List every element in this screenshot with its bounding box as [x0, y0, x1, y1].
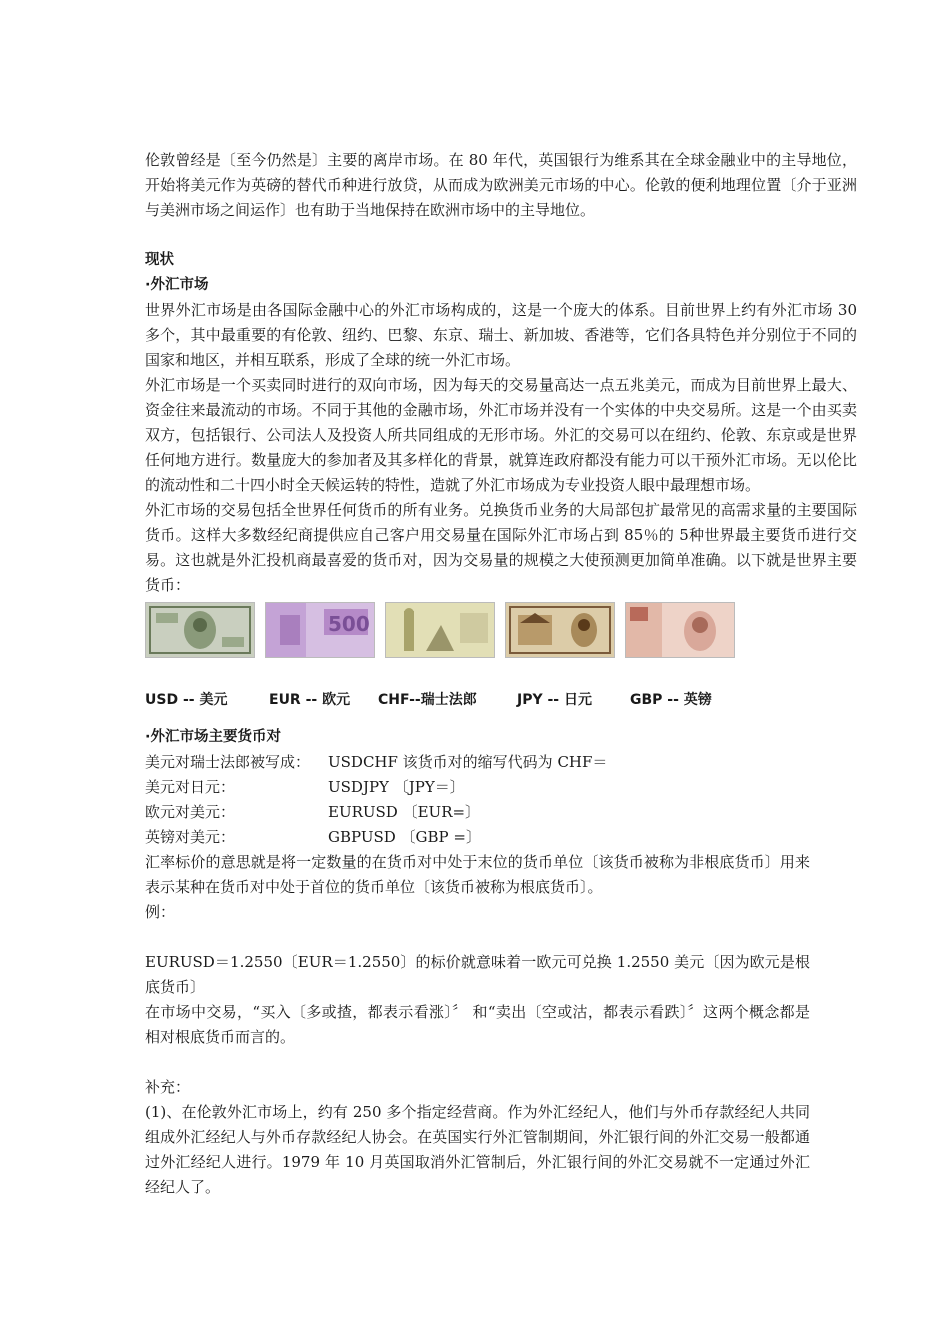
supplement-label: 补充：: [145, 1078, 191, 1096]
document-body: [145, 148, 857, 1200]
section-title: 现状: [145, 252, 174, 268]
pair-row: [145, 750, 857, 775]
banknote-images: [145, 602, 857, 658]
pair-code: GBPUSD 〔GBP =〕: [328, 828, 481, 846]
currency-chf: CHF--瑞士法郎: [378, 692, 477, 708]
pair-label: 英镑对美元：: [145, 828, 236, 846]
eur-banknote-icon: [265, 602, 375, 658]
usd-banknote-icon: [145, 602, 255, 658]
fx-paragraph-2: 外汇市场是一个买卖同时进行的双向市场，因为每天的交易量高达一点五兆美元，而成为目前世界上最大、资金往来最流动的市场。不同于其他的金融市场，外汇市场并没有一个实体的中央交易所。这是一个由买卖双方，包括银行、公司法人及投资人所共同组成的无形市场。外汇的交易可以在纽约、伦敦、东京或是世界任何地方进行。数量庞大的参加者及其多样化的背景，就算连政府都没有能力可以干预外汇市场。无以伦比的流动性和二十四小时全天候运转的特性，造就了外汇市场成为专业投资人眼中最理想市场。: [145, 376, 857, 494]
pair-row: [145, 775, 857, 800]
pair-label: 欧元对美元：: [145, 803, 236, 821]
intro-paragraph: 伦敦曾经是〔至今仍然是〕主要的离岸市场。在 80 年代，英国银行为维系其在全球金融业中的主导地位，开始将美元作为英磅的替代币种进行放贷，从而成为欧洲美元市场的中心。伦敦的便利地理位置〔介于亚洲与美洲市场之间运作〕也有助于当地保持在欧洲市场中的主导地位。: [145, 151, 857, 219]
pair-label: 美元对日元：: [145, 778, 236, 796]
pair-code: EURUSD 〔EUR=〕: [328, 803, 481, 821]
supplement-text: (1)、在伦敦外汇市场上，约有 250 多个指定经营商。作为外汇经纪人，他们与外币存款经纪人共同组成外汇经纪人与外币存款经纪人协会。在英国实行外汇管制期间，外汇银行间的外汇交易一般都通过外汇经纪人进行。1979 年 10 月英国取消外汇管制后，外汇银行间的外汇交易就不一定通过外汇经纪人了。: [145, 1103, 810, 1196]
currency-gbp: GBP -- 英镑: [630, 692, 712, 708]
currency-jpy: JPY -- 日元: [517, 692, 592, 708]
fx-paragraph-3: 外汇市场的交易包括全世界任何货币的所有业务。兑换货币业务的大局部包扩最常见的高需求量的主要国际货币。这样大多数经纪商提供应自己客户用交易量在国际外汇市场占到 85％的 5种世界最主要货币进行交易。这也就是外汇投机商最喜爱的货币对，因为交易量的规模之大使预测更加简单准确。以下就是世界主要货币：: [145, 501, 857, 594]
svg-text:500: 500: [328, 612, 370, 636]
pair-label: 美元对瑞士法郎被写成：: [145, 753, 311, 771]
currency-eur: EUR -- 欧元: [269, 692, 351, 708]
jpy-banknote-icon: [505, 602, 615, 658]
chf-banknote-icon: [385, 602, 495, 658]
pair-row: [145, 800, 857, 825]
pair-code: USDCHF 该货币对的缩写代码为 CHF＝: [328, 753, 608, 771]
example-text: EURUSD＝1.2550〔EUR＝1.2550〕的标价就意味着一欧元可兑换 1.2550 美元〔因为欧元是根底货币〕: [145, 953, 810, 996]
pair-row: [145, 825, 857, 850]
currency-usd: USD -- 美元: [145, 692, 228, 708]
example-label: 例：: [145, 903, 176, 921]
gbp-banknote-icon: [625, 602, 735, 658]
quote-explanation: 汇率标价的意思就是将一定数量的在货币对中处于末位的货币单位〔该货币被称为非根底货币〕用来表示某种在货币对中处于首位的货币单位〔该货币被称为根底货币〕。: [145, 853, 810, 896]
pair-code: USDJPY 〔JPY＝〕: [328, 778, 465, 796]
buy-sell-text: 在市场中交易，“买入〔多或揸，都表示看涨〕〞 和“卖出〔空或沽，都表示看跌〕〞这两个概念都是相对根底货币而言的。: [145, 1003, 810, 1046]
currency-list: [145, 688, 857, 713]
fx-paragraph-1: 世界外汇市场是由各国际金融中心的外汇市场构成的，这是一个庞大的体系。目前世界上约有外汇市场 30 多个，其中最重要的有伦敦、纽约、巴黎、东京、瑞士、新加坡、香港等，它们各具特色并分别位于不同的国家和地区，并相互联系，形成了全球的统一外汇市场。: [145, 301, 857, 369]
pairs-heading: ·外汇市场主要货币对: [145, 729, 282, 745]
fx-heading: ·外汇市场: [145, 277, 209, 293]
